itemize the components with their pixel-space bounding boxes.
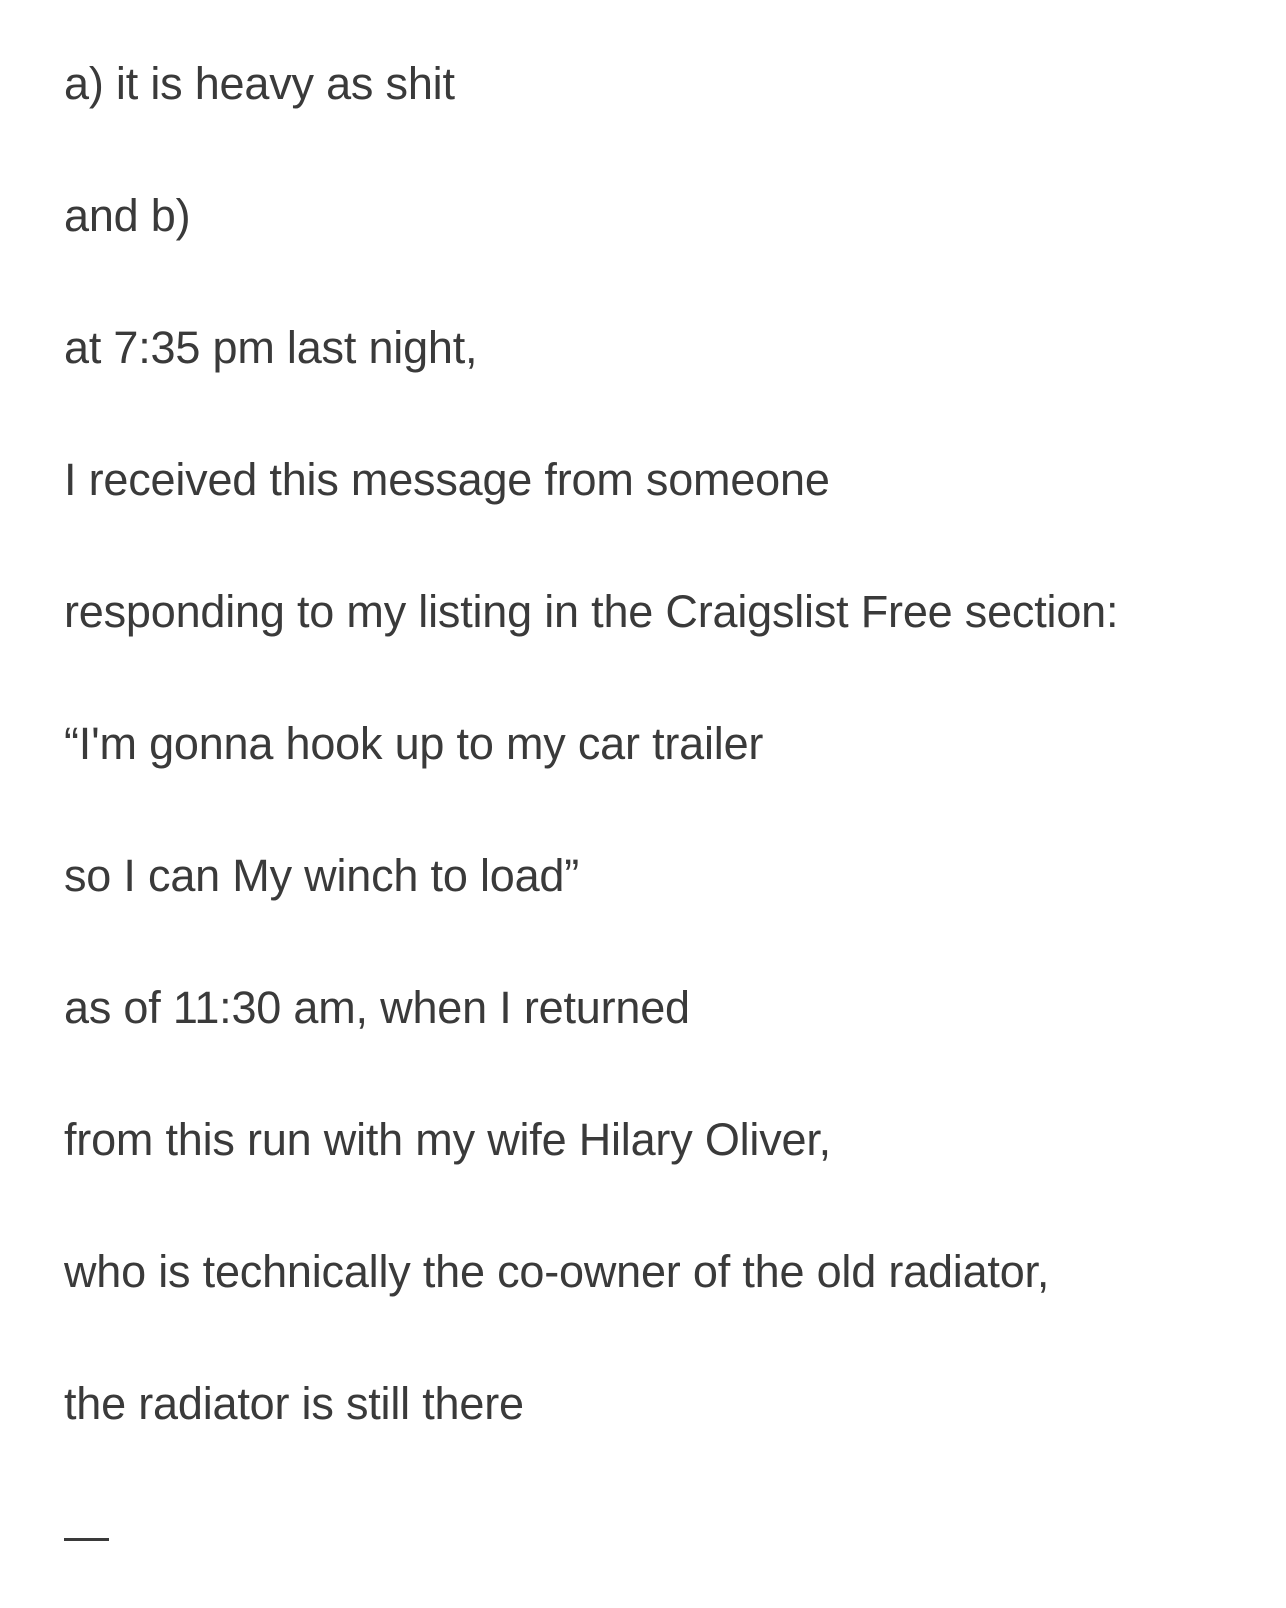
em-dash-separator: — xyxy=(64,1510,109,1561)
text-line: the radiator is still there xyxy=(64,1378,524,1429)
text-line: who is technically the co-owner of the old radiator, xyxy=(64,1246,1050,1297)
text-line: responding to my listing in the Craigslist Free section: xyxy=(64,586,1119,637)
text-line: a) it is heavy as shit xyxy=(64,58,455,109)
text-line: as of 11:30 am, when I returned xyxy=(64,982,690,1033)
quote-line: so I can My winch to load” xyxy=(64,850,580,901)
text-line: and b) xyxy=(64,190,191,241)
quote-line: “I'm gonna hook up to my car trailer xyxy=(64,718,764,769)
text-line: at 7:35 pm last night, xyxy=(64,322,478,373)
text-line: I received this message from someone xyxy=(64,454,830,505)
text-line: from this run with my wife Hilary Oliver, xyxy=(64,1114,831,1165)
